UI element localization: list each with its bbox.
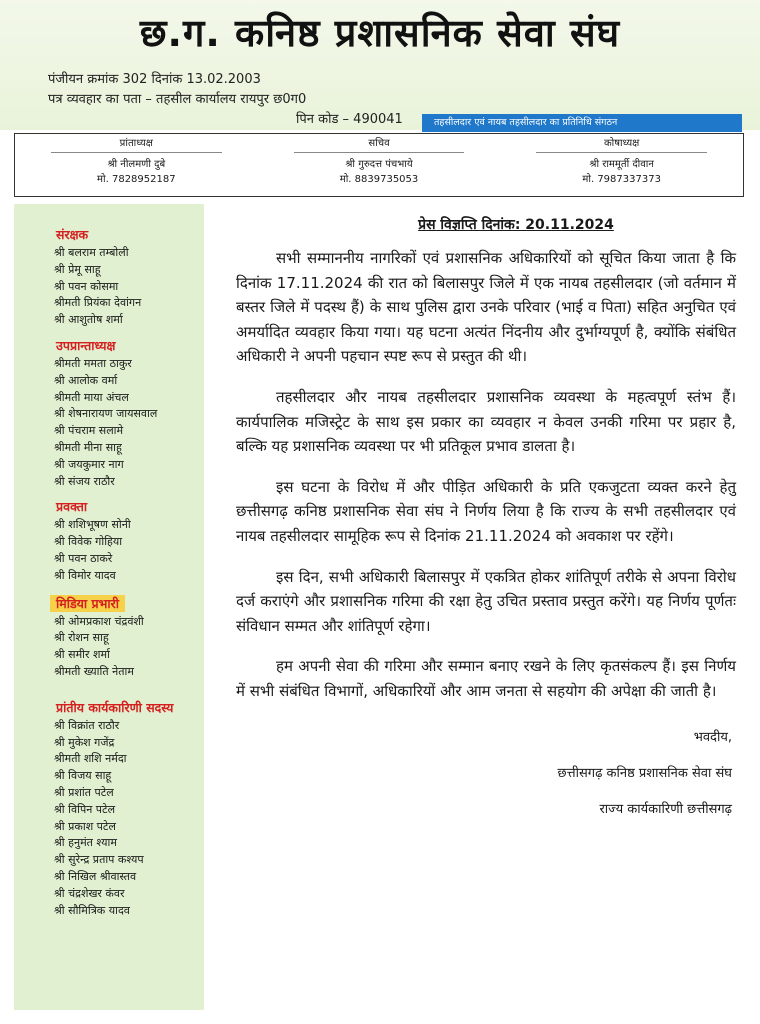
member-name: श्रीमती प्रियंका देवांगन [54, 296, 142, 310]
member-name: श्री निखिल श्रीवास्तव [54, 869, 137, 883]
correspondence-address: पत्र व्यवहार का पता – तहसील कार्यालय रायपुर छ0ग0 [48, 92, 307, 107]
member-name: श्री जयकुमार नाग [54, 457, 124, 471]
letterhead [0, 0, 760, 130]
member-name: श्री बलराम तम्बोली [54, 246, 129, 259]
paragraph-protest: इस दिन, सभी अधिकारी बिलासपुर में एकत्रित होकर शांतिपूर्ण तरीके से अपना विरोध दर्ज कराएंगे और प्रशासनिक गरिमा की रक्षा हेतु उचित प्रस्ताव प्रस्तुत करेंगे। यह निर्णय पूर्णतः संविधान सम्मत और शांतिपूर्ण रहेगा। [236, 567, 736, 635]
section-executive-members [50, 699, 204, 920]
member-name: श्री रोशन साहू [54, 631, 109, 645]
tagline-strip: तहसीलदार एवं नायब तहसीलदार का प्रतिनिधि संगठन [422, 114, 742, 132]
member-name: श्री प्रशांत पटेल [54, 785, 114, 799]
signatory-org: छत्तीसगढ़ कनिष्ठ प्रशासनिक सेवा संघ [557, 765, 732, 781]
paragraph-importance: तहसीलदार और नायब तहसीलदार प्रशासनिक व्यवस्था के महत्वपूर्ण स्तंभ हैं। कार्यपालिक मजिस्ट्रेट के साथ इस प्रकार का व्यवहार न केवल उनकी गरिमा पर प्रहार है, बल्कि यह प्रशासनिक व्यवस्था पर भी प्रतिकूल प्रभाव डालता है। [236, 387, 736, 456]
officer-secretary [258, 134, 501, 196]
section-title: मिडिया प्रभारी [50, 595, 125, 612]
signature-block [236, 720, 736, 828]
member-name: श्री सौमित्रिक यादव [54, 903, 130, 917]
registration-block [48, 70, 403, 130]
member-name: श्रीमती ममता ठाकुर [54, 356, 132, 370]
member-name: श्रीमती शशि नर्मदा [54, 752, 127, 766]
member-name: श्री पवन ठाकरे [54, 551, 113, 565]
paragraph-decision: इस घटना के विरोध में और पीड़ित अधिकारी के प्रति एकजुटता व्यक्त करने हेतु छत्तीसगढ़ कनिष्ठ प्रशासनिक सेवा संघ ने निर्णय लिया है कि राज्य के सभी तहसीलदार एवं नायब तहसीलदार सामूहिक रूप से दिनांक 21.11.2024 को अवकाश पर रहेंगे। [236, 477, 736, 545]
section-title: प्रवक्ता [56, 499, 88, 515]
officer-treasurer [500, 134, 743, 196]
member-name: श्री मुकेश गजेंद्र [54, 735, 115, 749]
signatory-unit: राज्य कार्यकारिणी छत्तीसगढ़ [599, 801, 732, 817]
member-name: श्री पंचराम सलामे [54, 424, 124, 438]
officer-name: श्री नीलमणी दुबे [107, 159, 166, 170]
org-title: छ.ग. कनिष्ठ प्रशासनिक सेवा संघ [139, 11, 621, 55]
office-bearers-box [14, 133, 744, 197]
officer-name: श्री गुरुदत्त पंचभाये [345, 159, 413, 170]
registration-number: पंजीयन क्रमांक 302 दिनांक 13.02.2003 [48, 72, 261, 87]
closing: भवदीय, [693, 729, 732, 745]
member-name: श्री प्रेमू साहू [54, 262, 101, 276]
member-name: श्री विक्रांत राठौर [54, 718, 120, 732]
officer-phone: मो. 7987337373 [582, 174, 661, 185]
member-name: श्री आशुतोष शर्मा [54, 313, 123, 327]
member-name: श्री सुरेन्द्र प्रताप कश्यप [54, 853, 144, 867]
section-title: प्रांतीय कार्यकारिणी सदस्य [56, 699, 174, 715]
section-title: संरक्षक [56, 227, 89, 242]
member-name: श्री विजय साहू [54, 769, 112, 783]
section-title: उपप्रान्ताध्यक्ष [56, 337, 116, 353]
officer-phone: मो. 8839735053 [339, 174, 419, 185]
section-media-incharge [50, 593, 204, 681]
pin-code: पिन कोड – 490041 [296, 112, 403, 127]
paragraph-incident: सभी सम्माननीय नागरिकों एवं प्रशासनिक अधिकारियों को सूचित किया जाता है कि दिनांक 17.11.2024 की रात को बिलासपुर जिले में एक नायब तहसीलदार (जो वर्तमान में बस्तर जिले में पदस्थ हैं) के साथ पुलिस द्वारा उनके परिवार (भाई व पिता) सहित अनुचित एवं अमर्यादित व्यवहार किया गया। यह घटना अत्यंत निंदनीय और दुर्भाग्यपूर्ण है, क्योंकि संबंधित अधिकारी ने अपनी पहचान स्पष्ट रूप से प्रस्तुत की थी। [236, 249, 736, 366]
officer-role: सचिव [294, 136, 465, 153]
member-name: श्री संजय राठौर [54, 474, 115, 488]
section-spokespersons [50, 498, 204, 584]
member-name: श्री विवेक गोहिया [54, 535, 123, 549]
paragraph-appeal: हम अपनी सेवा की गरिमा और सम्मान बनाए रखने के लिए कृतसंकल्प हैं। इस निर्णय में सभी संबंधित विभागों, अधिकारियों और आम जनता से सहयोग की अपेक्षा की जाती है। [236, 657, 736, 700]
member-name: श्री विपिन पटेल [54, 802, 116, 816]
member-name: श्री आलोक वर्मा [54, 373, 118, 387]
officer-role: कोषाध्यक्ष [536, 136, 707, 153]
officer-president [15, 134, 258, 196]
member-name: श्रीमती माया अंचल [54, 390, 129, 404]
press-release-title: प्रेस विज्ञप्ति दिनांक: 20.11.2024 [418, 217, 614, 233]
officer-role: प्रांताध्यक्ष [51, 136, 222, 153]
press-release [236, 215, 736, 828]
section-vice-presidents [50, 337, 204, 490]
member-name: श्री हनुमंत श्याम [54, 836, 117, 850]
officer-name: श्री राममूर्ती दीवान [589, 159, 654, 170]
members-sidebar [14, 204, 204, 1010]
member-name: श्रीमती मीना साहू [54, 440, 122, 454]
member-name: श्री शेषनारायण जायसवाल [54, 407, 158, 421]
member-name: श्री विमोर यादव [54, 568, 116, 582]
member-name: श्री शशिभूषण सोनी [54, 518, 131, 532]
member-name: श्रीमती ख्याति नेताम [54, 664, 134, 678]
member-name: श्री पवन कोसमा [54, 279, 119, 293]
member-name: श्री प्रकाश पटेल [54, 819, 116, 833]
member-name: श्री चंद्रशेखर कंवर [54, 886, 125, 900]
section-patrons [50, 226, 204, 329]
member-name: श्री ओमप्रकाश चंद्रवंशी [54, 614, 144, 628]
officer-phone: मो. 7828952187 [97, 174, 176, 185]
member-name: श्री समीर शर्मा [54, 648, 110, 662]
